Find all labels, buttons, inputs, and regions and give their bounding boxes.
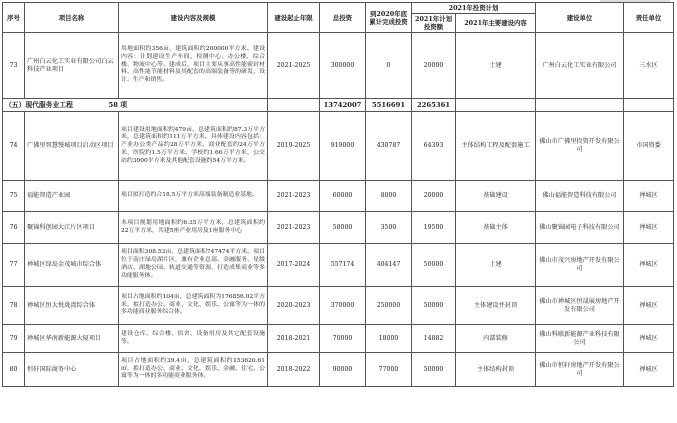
cell-plan-amount: 20000 xyxy=(412,181,456,212)
cell-plan-content: 土建 xyxy=(456,33,536,99)
cell-district: 禅城区 xyxy=(624,353,674,387)
cell-seq: 75 xyxy=(3,181,25,212)
cell-plan-amount: 50000 xyxy=(412,287,456,325)
cell-unit: 广州白云化工实业有限公司 xyxy=(536,33,624,99)
header-district: 责任单位 xyxy=(624,3,674,33)
cell-seq: 74 xyxy=(3,112,25,181)
cell-name: 禅城区绿岛金茂城市综合体 xyxy=(25,244,119,287)
cell-seq: 78 xyxy=(3,287,25,325)
cell-total: 300000 xyxy=(320,33,366,99)
cell-plan-content: 主体结构封顶 xyxy=(456,353,536,387)
cell-content: 项目建设用地面积约479亩，总建筑面积约87.3万平方米，总建筑面积约111万平方米。具体建设内容包括：产业办公类产品约28万平方米，商业配套约24万平方米，医院约1.5万平方米，学校约1.66万平方米，公交站约3000平方米及其他配套设施约54万平方米。 xyxy=(119,112,268,181)
category-period-empty xyxy=(268,99,320,112)
table-row xyxy=(3,181,674,212)
cell-content: 项目占地面积约39.4亩，总建筑面积约153620.61㎡，拟打造办公、商业、文化、娱乐、金融、住宅、公寓等为一体的多功能商业服务体。 xyxy=(119,353,268,387)
cell-district: 禅城区 xyxy=(624,244,674,287)
cell-seq: 79 xyxy=(3,325,25,353)
cell-period: 2021-2023 xyxy=(268,212,320,244)
cell-period: 2018-2022 xyxy=(268,353,320,387)
cell-period: 2021-2023 xyxy=(268,181,320,212)
cell-plan-amount: 20000 xyxy=(412,33,456,99)
table-row xyxy=(3,33,674,99)
cell-content: 项目面积308.53亩，总建筑面积747474平方米。项目位于南庄绿岛湖片区，兼有企业总部、金融服务、星级酒店、湖地公园、轨道交通等资源，打造成集商业等多功能服务体。 xyxy=(119,244,268,287)
header-seq: 序号 xyxy=(3,3,25,33)
category-total: 13742007 xyxy=(320,99,366,112)
cell-unit: 佛山市禅城区恒晟展房地产开发有限公司 xyxy=(536,287,624,325)
cell-plan-content: 主体建设并封顶 xyxy=(456,287,536,325)
header-content: 建设内容及规模 xyxy=(119,3,268,33)
cell-total: 60000 xyxy=(320,181,366,212)
cell-name: 广佛里智慧慢城项目启动区项目 xyxy=(25,112,119,181)
cell-plan-content: 基础建设 xyxy=(456,181,536,212)
cell-unit: 佛山市恒轩房地产开发有限公司 xyxy=(536,353,624,387)
cell-done2020: 8000 xyxy=(366,181,412,212)
cell-total: 370000 xyxy=(320,287,366,325)
cell-period: 2021-2025 xyxy=(268,33,320,99)
cell-district: 禅城区 xyxy=(624,212,674,244)
cell-unit: 佛山市茂兴房地产开发有限公司 xyxy=(536,244,624,287)
cell-content: 本项目规划用地面积约6.35万平方米，总建筑面积约22万平方米，共建5座产业用房及1座服务中心 xyxy=(119,212,268,244)
cell-seq: 80 xyxy=(3,353,25,387)
table-row xyxy=(3,325,674,353)
cell-plan-amount: 50000 xyxy=(412,244,456,287)
header-unit: 建设单位 xyxy=(536,3,624,33)
table-header-row xyxy=(3,3,674,14)
cell-total: 557174 xyxy=(320,244,366,287)
cell-done2020: 404147 xyxy=(366,244,412,287)
cell-plan-amount: 64393 xyxy=(412,112,456,181)
header-plan-amount: 2021年计划投资额 xyxy=(412,14,456,33)
cell-seq: 77 xyxy=(3,244,25,287)
cell-plan-content: 主体结构工程及配套施工 xyxy=(456,112,536,181)
cell-unit: 佛山福能智造科技有限公司 xyxy=(536,181,624,212)
investment-plan-table xyxy=(2,2,674,387)
category-empty-3 xyxy=(624,99,674,112)
cell-total: 58000 xyxy=(320,212,366,244)
cell-content: 项目拟打造约合18.5万平方米高端装备制造业基地。 xyxy=(119,181,268,212)
cell-content: 项目占地面积约104亩，总建筑面积为176856.02平方米，拟打造办公、商业、文化、娱乐、公寓等为一体的多功能商业服务综合体。 xyxy=(119,287,268,325)
cell-name: 广州白云化工实业有限公司白云科技产业项目 xyxy=(25,33,119,99)
cell-content: 建设仓库、综合楼、宿舍、设备用房及其它配套设施等。 xyxy=(119,325,268,353)
cell-unit: 佛山科联新能源产业科技有限公司 xyxy=(536,325,624,353)
cell-plan-content: 土建 xyxy=(456,244,536,287)
header-plan-content: 2021年主要建设内容 xyxy=(456,14,536,33)
cell-plan-content: 基础主体 xyxy=(456,212,536,244)
cell-period: 2019-2025 xyxy=(268,112,320,181)
header-period: 建设起止年限 xyxy=(268,3,320,33)
table-row xyxy=(3,112,674,181)
cell-plan-amount: 14882 xyxy=(412,325,456,353)
cell-district: 禅城区 xyxy=(624,181,674,212)
cell-total: 919000 xyxy=(320,112,366,181)
cell-name: 福能智造产业园 xyxy=(25,181,119,212)
header-done2020: 到2020年底累计完成投资 xyxy=(366,3,412,33)
cell-seq: 73 xyxy=(3,33,25,99)
cell-total: 70000 xyxy=(320,325,366,353)
cell-name: 禅城区华南新能源大厦项目 xyxy=(25,325,119,353)
cell-district: 市国资委 xyxy=(624,112,674,181)
cell-done2020: 250000 xyxy=(366,287,412,325)
table-row xyxy=(3,244,674,287)
cell-content: 用地面积约356亩，建筑面积约200000平方米。建设内容：计划建设生产车间、检测中心、办公楼、综合楼、物流中心等。建成后，项目主要从事高性能密封材料、高性能节能材料及其配套的高端装备等的研发、设计、生产和销售。 xyxy=(119,33,268,99)
cell-done2020: 77000 xyxy=(366,353,412,387)
cell-total: 90000 xyxy=(320,353,366,387)
cell-period: 2018-2021 xyxy=(268,325,320,353)
cell-seq: 76 xyxy=(3,212,25,244)
table-row xyxy=(3,353,674,387)
cell-plan-amount: 50000 xyxy=(412,353,456,387)
cell-plan-amount: 19500 xyxy=(412,212,456,244)
table-row xyxy=(3,212,674,244)
cell-done2020: 430787 xyxy=(366,112,412,181)
category-row xyxy=(3,99,674,112)
cell-period: 2020-2023 xyxy=(268,287,320,325)
header-total: 总投资 xyxy=(320,3,366,33)
cell-district: 三水区 xyxy=(624,33,674,99)
cell-done2020: 3500 xyxy=(366,212,412,244)
category-count: 58 项 xyxy=(108,101,128,109)
header-name: 项目名称 xyxy=(25,3,119,33)
cell-district: 禅城区 xyxy=(624,287,674,325)
cell-plan-content: 内部装修 xyxy=(456,325,536,353)
cell-period: 2017-2024 xyxy=(268,244,320,287)
category-label: （五）现代服务业工程 xyxy=(5,101,73,109)
cell-done2020: 0 xyxy=(366,33,412,99)
cell-done2020: 18000 xyxy=(366,325,412,353)
header-plan2021-group: 2021年投资计划 xyxy=(412,3,536,14)
cell-name: 聚锦科创园大江片区项目 xyxy=(25,212,119,244)
cell-unit: 佛山市广佛里投资开发有限公司 xyxy=(536,112,624,181)
cell-name: 恒轩国际商务中心 xyxy=(25,353,119,387)
category-empty-1 xyxy=(456,99,536,112)
cell-name: 禅城区恒大悦珑湾综合体 xyxy=(25,287,119,325)
category-plan-amount: 2265361 xyxy=(412,99,456,112)
category-empty-2 xyxy=(536,99,624,112)
cell-district: 禅城区 xyxy=(624,325,674,353)
table-row xyxy=(3,287,674,325)
category-label-cell xyxy=(3,99,268,112)
cell-unit: 佛山聚锦园电子科技有限公司 xyxy=(536,212,624,244)
category-done2020: 5516691 xyxy=(366,99,412,112)
